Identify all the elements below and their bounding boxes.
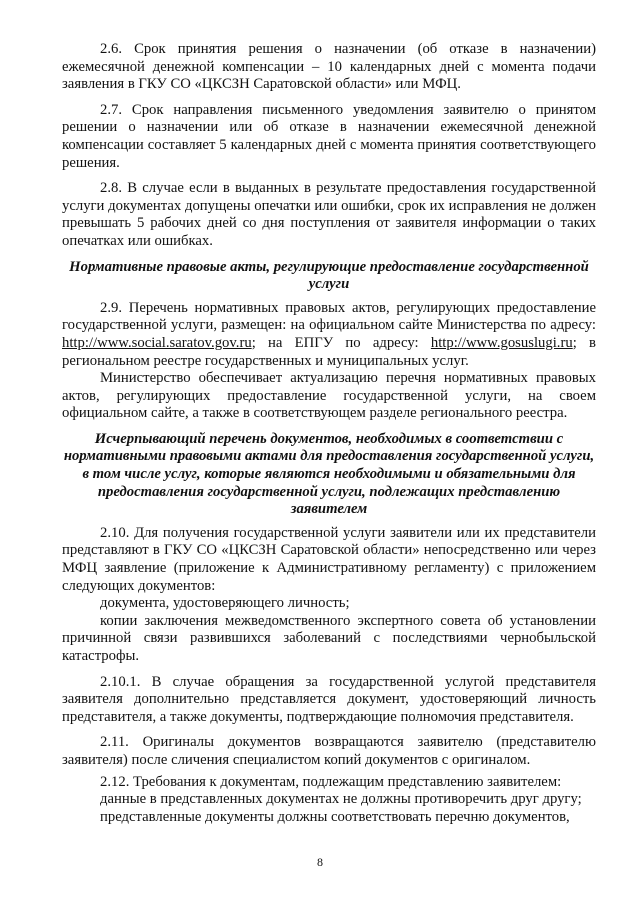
list-item-identity-document: документа, удостоверяющего личность; [100, 595, 350, 612]
list-item-expert-council-conclusion: копии заключения межведомственного экспертного совета об установлении причинной связи развившихся заболеваний с последствиями чернобыльской катастрофы. [62, 612, 596, 664]
paragraph-2-7: 2.7. Срок направления письменного уведомления заявителю о принятом решении о назначении или об отказе в назначении ежемесячной денежной компенсации составляет 5 календарных дней с момента принятия соответствующего решения. [62, 101, 596, 171]
gosuslugi-link[interactable]: http://www.gosuslugi.ru [430, 334, 573, 351]
section-heading-legal-acts: Нормативные правовые акты, регулирующие предоставление государственной услуги [69, 258, 589, 293]
paragraph-ministry-actualization: Министерство обеспечивает актуализацию перечня нормативных правовых актов, регулирующих предоставление государственной услуги, на своем официальном сайте, а также в соответствующем разделе регионального реестра. [62, 370, 596, 422]
paragraph-2-9 [62, 300, 596, 370]
paragraph-2-11: 2.11. Оригиналы документов возвращаются заявителю (представителю заявителя) после сличения специалистом копий документов с оригиналом. [62, 734, 596, 768]
paragraph-2-8: 2.8. В случае если в выданных в результате предоставления государственной услуги документах допущены опечатки или ошибки, срок их исправления не должен превышать 5 рабочих дней со дня поступления от заявителя информации о таких опечатках или ошибках. [62, 180, 596, 249]
paragraph-2-10: 2.10. Для получения государственной услуги заявители или их представители представляют в ГКУ СО «ЦКСЗН Саратовской области» непосредственно или через МФЦ заявление (приложение к Административному регламенту) с приложением следующих документов: [62, 524, 596, 594]
section-heading-documents-list: Исчерпывающий перечень документов, необходимых в соответствии с нормативными правовыми актами для предоставления государственной услуги, в том числе услуг, которые являются необходимыми и обязательными для предоставления государственной услуги, подлежащих представлению заявителем [63, 430, 595, 518]
paragraph-2-10-1: 2.10.1. В случае обращения за государственной услугой представителя заявителя дополнительно представляется документ, удостоверяющий личность представителя, а также документы, подтверждающие полномочия представителя. [62, 673, 596, 725]
page-content [62, 41, 596, 826]
page-number: 8 [317, 855, 323, 869]
list-item-requirement-conformity: представленные документы должны соответствовать перечню документов, [100, 808, 570, 825]
paragraph-2-12: 2.12. Требования к документам, подлежащим представлению заявителем: [100, 773, 562, 790]
paragraph-2-9-text-3: ; в региональном реестре государственных и муниципальных услуг. [62, 334, 596, 369]
list-item-requirement-consistency: данные в представленных документах не должны противоречить друг другу; [100, 791, 582, 808]
paragraph-2-6: 2.6. Срок принятия решения о назначении (об отказе в назначении) ежемесячной денежной компенсации – 10 календарных дней с момента подачи заявления в ГКУ СО «ЦКСЗН Саратовской области» или МФЦ. [62, 41, 596, 93]
paragraph-2-9-text-2: ; на ЕПГУ по адресу: [251, 334, 431, 351]
ministry-website-link[interactable]: http://www.social.saratov.gov.ru [62, 334, 252, 351]
paragraph-2-9-text-1: 2.9. Перечень нормативных правовых актов, регулирующих предоставление государственной услуги, размещен: на официальном сайте Министерства по адресу: [62, 299, 596, 334]
